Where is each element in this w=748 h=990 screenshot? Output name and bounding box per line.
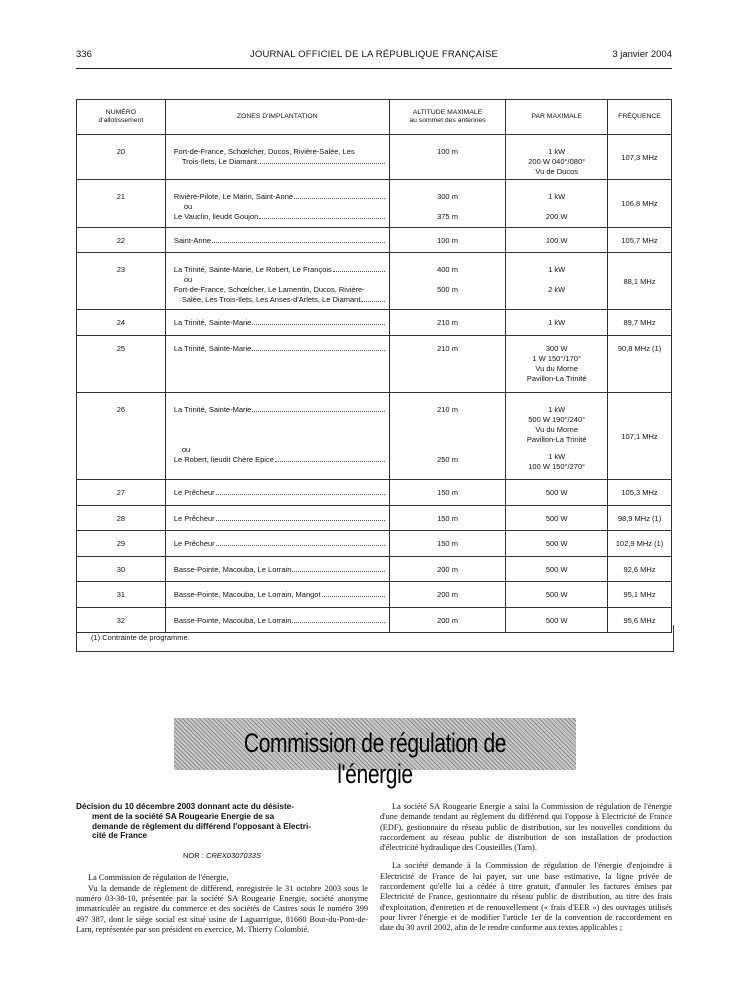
nor-reference: NOR : CREX0307033S	[183, 851, 261, 861]
col-header-number: NUMÉRO d'allotissement	[77, 100, 166, 135]
col-header-altitude: ALTITUDE MAXIMALE au sommet des antennes	[389, 100, 506, 135]
decision-title: Décision du 10 décembre 2003 donnant acte du désiste- ment de la société SA Rougearie Energie de sa demande de règlement du différend l'opposant à Electri- cité de France	[76, 802, 311, 841]
section-title: Commission de régulation de l'énergie	[243, 728, 507, 789]
col-header-frequency: FRÉQUENCE	[608, 100, 672, 135]
issue-date: 3 janvier 2004	[612, 49, 672, 60]
table-row: 23 La Trinité, Sainte-Marie, Le Robert, Le François ou Fort-de-France, Schœlcher, Le Lamentin, Ducos, Rivière- Salée, Les Trois-Ilets, Les Anses-d'Arlets, Le Diamant 400 m 500 m 1 kW 2 kW 88,1 MHz	[77, 253, 672, 310]
table-row: 24 La Trinité, Sainte-Marie 210 m 1 kW 89,7 MHz	[77, 310, 672, 336]
paragraph: La société SA Rougearie Energie a saisi la Commission de régulation de l'énergie d'une demande tendant au règlement du différend qui l'oppose à Electricité de France (EDF), gestionnaire du réseau public de distribution, sur les nouvelles conditions du raccordement au réseau public de distribution de son installation de production d'électricité hydraulique des Cousteilles (Tarn).	[380, 802, 672, 853]
table-row: 27 Le Prêcheur 150 m 500 W 105,3 MHz	[77, 480, 672, 506]
allotment-table	[76, 99, 672, 633]
table-footnote: (1) Contrainte de programme.	[76, 625, 674, 652]
table-row: 21 Rivière-Pilote, Le Marin, Saint-Anne ou Le Vauclin, lieudit Goujon 300 m 375 m 1 kW 200 W 106,8 MHz	[77, 180, 672, 228]
section-banner	[174, 718, 576, 789]
paragraph: La Commission de régulation de l'énergie,	[88, 873, 229, 883]
table-row: 29 Le Prêcheur 150 m 500 W 102,9 MHz (1)	[77, 531, 672, 557]
table-row: 32 Basse-Pointe, Macouba, Le Lorrain 200 m 500 W 95,6 MHz	[77, 608, 672, 633]
table-row: 28 Le Prêcheur 150 m 500 W 98,9 MHz (1)	[77, 506, 672, 531]
page-number: 336	[76, 49, 92, 60]
table-row: 30 Basse-Pointe, Macouba, Le Lorrain 200 m 500 W 92,6 MHz	[77, 557, 672, 582]
paragraph: La société demande à la Commission de régulation de l'énergie d'enjoindre à Electricité de France de lui payer, sur une base estimative, la ligne privée de raccordement qu'elle lui a cédée à titre gratuit, d'annuler les factures émises par Electricité de France, gestionnaire du réseau public de distribution, au titre des frais d'exploitation, d'entretien et de renouvellement (« frais d'EER ») des ouvrages utilisés pour livrer l'énergie et de modifier l'article 1er de la convention de raccordement en date du 30 avril 2002, afin de le rendre conforme aux textes applicables ;	[380, 861, 672, 933]
table-row: 22 Saint-Anne 100 m 100 W 105,7 MHz	[77, 228, 672, 253]
paragraph: Vu la demande de règlement de différend, enregistrée le 31 octobre 2003 sous le numéro 03-38-10, présentée par la société SA Rougearie Energie, société anonyme immatriculée au registre du commerce et des sociétés de Castres sous le numéro 399 497 387, dont le siège social est situé usine de Laguarrigue, 81660 Bout-du-Pont-de-Larn, représentée par son président en exercice, M. Thierry Colombié.	[76, 883, 368, 934]
header-rule	[76, 68, 672, 69]
page-header	[76, 49, 672, 63]
journal-title: JOURNAL OFFICIEL DE LA RÉPUBLIQUE FRANÇAISE	[249, 49, 499, 60]
table-header-row	[77, 100, 672, 135]
col-header-zones: ZONES D'IMPLANTATION	[165, 100, 389, 135]
text-column-left	[76, 802, 368, 935]
table-row: 31 Basse-Pointe, Macouba, Le Lorrain, Mangot 200 m 500 W 95,1 MHz	[77, 582, 672, 608]
table-row: 20 Fort-de-France, Schœlcher, Ducos, Rivière-Salée, Les Trois-Ilets, Le Diamant 100 m 1 kW 200 W 040°/080° Vu de Ducos 107,3 MHz	[77, 135, 672, 180]
col-header-par: PAR MAXIMALE	[506, 100, 608, 135]
text-column-right	[380, 802, 672, 934]
table-row: 26 La Trinité, Sainte-Marie ou Le Robert, lieudit Chère Epice 210 m 250 m 1 kW 500 W 190°/240° Vu du Morne Pavillon-La Trinité 1 kW 100 W 150°/270° 107,1 MHz	[77, 393, 672, 480]
table-row: 25 La Trinité, Sainte-Marie 210 m 300 W 1 W 150°/170° Vu du Morne Pavillon-La Trinité 90,8 MHz (1)	[77, 336, 672, 393]
